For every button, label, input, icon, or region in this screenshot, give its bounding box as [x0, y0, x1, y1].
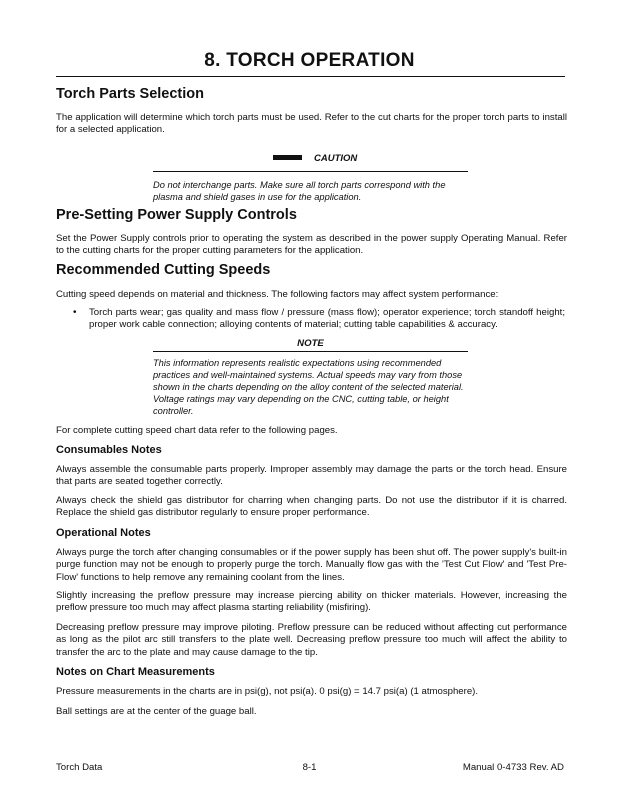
- cutting-speed-factors: Torch parts wear; gas quality and mass flow / pressure (mass flow); operator experience; torch standoff height; proper work cable connection; alloying contents of material; cutting table capabilities & accuracy.: [89, 307, 565, 331]
- caution-bar-icon: [273, 155, 302, 160]
- operational-paragraph-3: Decreasing preflow pressure may improve piloting. Preflow pressure can be reduced without affecting cut performance as long as the pilot arc still transfers to the plate well. Decreasing preflow pressure too much will affect the ability to transfer the arc to the plate and may cause damage to the tip.: [56, 622, 567, 658]
- section-heading-chart-measurements: Notes on Chart Measurements: [56, 666, 215, 678]
- consumables-paragraph-1: Always assemble the consumable parts properly. Improper assembly may damage the parts or the torch head. Ensure that parts are seated together correctly.: [56, 464, 567, 488]
- operational-paragraph-2: Slightly increasing the preflow pressure may increase piercing ability on thicker materials. However, increasing the preflow pressure too much may affect plasma starting reliability (misfiring).: [56, 590, 567, 614]
- bullet-icon: •: [73, 307, 77, 318]
- chapter-title: 8. TORCH OPERATION: [204, 50, 415, 71]
- chart-measurements-paragraph-1: Pressure measurements in the charts are in psi(g), not psi(a). 0 psi(g) = 14.7 psi(a) (1 atmosphere).: [56, 686, 479, 697]
- page-number: 8-1: [302, 762, 317, 773]
- caution-label: CAUTION: [314, 153, 358, 164]
- operational-paragraph-1: Always purge the torch after changing consumables or if the power supply has been shut off. The power supply's built-in purge function may not be enough to properly purge the torch. Manually flow gas with the 'Test Cut Flow' and 'Test Pre-Flow' functions to help remove any remaining coolant from the lines.: [56, 547, 567, 583]
- section-heading-operational: Operational Notes: [56, 527, 151, 539]
- torch-parts-selection-text: The application will determine which torch parts must be used. Refer to the cut charts for the proper torch parts to install for a selected application.: [56, 112, 567, 136]
- footer-right: Manual 0-4733 Rev. AD: [462, 762, 564, 773]
- section-heading-pre-setting: Pre-Setting Power Supply Controls: [56, 207, 297, 223]
- caution-divider: [153, 171, 468, 172]
- title-divider: [56, 76, 565, 77]
- consumables-paragraph-2: Always check the shield gas distributor for charring when changing parts. Do not use the distributor if it is charred. Replace the shield gas distributor regularly to ensure proper performance.: [56, 495, 567, 519]
- section-heading-torch-parts-selection: Torch Parts Selection: [56, 86, 204, 102]
- section-heading-consumables: Consumables Notes: [56, 444, 162, 456]
- chart-measurements-paragraph-2: Ball settings are at the center of the guage ball.: [56, 706, 257, 717]
- note-divider: [153, 351, 468, 352]
- cutting-speeds-intro: Cutting speed depends on material and thickness. The following factors may affect system performance:: [56, 289, 499, 300]
- note-text: This information represents realistic expectations using recommended practices and well-maintained systems. Actual speeds may vary from those shown in the charts depending on the alloy content of the selected material. Voltage ratings may vary depending on the CNC, cutting table, or height controller.: [153, 358, 464, 416]
- section-heading-cutting-speeds: Recommended Cutting Speeds: [56, 262, 271, 278]
- pre-setting-text: Set the Power Supply controls prior to operating the system as described in the power supply Operating Manual. Refer to the cutting charts for the proper cutting parameters for the application.: [56, 233, 567, 257]
- cutting-speeds-outro: For complete cutting speed chart data refer to the following pages.: [56, 425, 338, 436]
- note-label: NOTE: [297, 338, 324, 349]
- caution-text: Do not interchange parts. Make sure all torch parts correspond with the plasma and shield gases in use for the application.: [153, 180, 446, 202]
- footer-left: Torch Data: [56, 762, 103, 773]
